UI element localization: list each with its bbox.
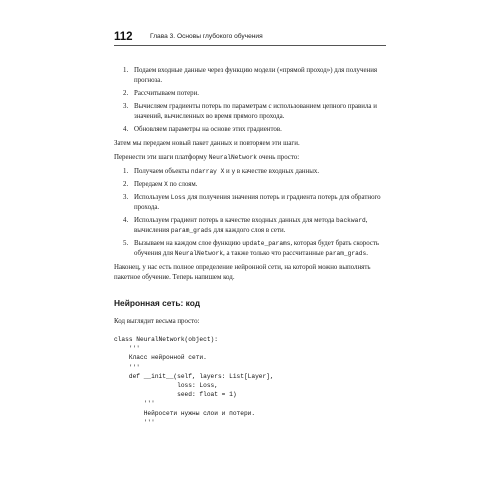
list-item	[114, 89, 386, 99]
code-listing: class NeuralNetwork(object): ''' Класс нейронной сети. ''' def __init__(self, layers: List[Layer], loss: Loss, seed: float = 1) ''' Нейросети нужны слои и потери. '''	[114, 336, 274, 426]
list-item-text: Рассчитываем потери.	[134, 90, 199, 97]
list-number: 4.	[123, 126, 129, 133]
list-item: 4. Используем градиент потерь в качестве входных данных для метода backward, вычисления param_grads для каждого слоя в сети.	[123, 217, 368, 234]
list-item-text: Вычисляем градиенты потерь по параметрам с использованием цепного правила и значений, вычисленных во время прямого прохода.	[134, 103, 377, 120]
list-item	[114, 102, 386, 122]
paragraph: Перенести эти шаги платформу NeuralNetwork очень просто:	[114, 154, 300, 161]
list-number: 1.	[123, 67, 129, 74]
list-item: 1. Получаем объекты ndarray X и y в качестве входных данных.	[123, 168, 320, 175]
list-item: 5. Вызываем на каждом слое функцию update_params, которая будет брать скорость обучения для NeuralNetwork, а также только что рассчитанные param_grads.	[123, 240, 380, 257]
header-rule	[114, 45, 386, 46]
steps-list-network	[114, 167, 386, 259]
page-header	[114, 30, 378, 44]
list-number: 3.	[123, 194, 129, 201]
paragraph: Код выглядит весьма просто:	[114, 318, 200, 325]
list-number: 3.	[123, 103, 129, 110]
steps-list-training	[114, 66, 386, 135]
list-item	[114, 66, 386, 86]
list-number: 2.	[123, 90, 129, 97]
running-head: Глава 3. Основы глубокого обучения	[150, 33, 263, 40]
list-item	[114, 125, 386, 135]
list-number: 4.	[123, 217, 129, 224]
list-item-text: Подаем входные данные через функцию модели («прямой проход») для получения прогноза.	[134, 67, 378, 84]
page-number: 112	[114, 31, 133, 43]
list-item: 3. Используем Loss для получения значения потерь и градиента потерь для обратного прохода.	[123, 194, 381, 211]
list-number: 5.	[123, 240, 129, 247]
list-item: 2. Передаем X по слоям.	[123, 181, 198, 188]
paragraph: Затем мы передаем новый пакет данных и повторяем эти шаги.	[114, 140, 300, 147]
page-content	[114, 66, 386, 427]
list-number: 1.	[123, 168, 129, 175]
list-item-text: Обновляем параметры на основе этих градиентов.	[134, 126, 282, 133]
paragraph: Наконец, у нас есть полное определение нейронной сети, на которой можно выполнять пакетное обучение. Теперь напишем код.	[114, 264, 371, 281]
section-title: Нейронная сеть: код	[114, 298, 201, 308]
list-number: 2.	[123, 181, 129, 188]
